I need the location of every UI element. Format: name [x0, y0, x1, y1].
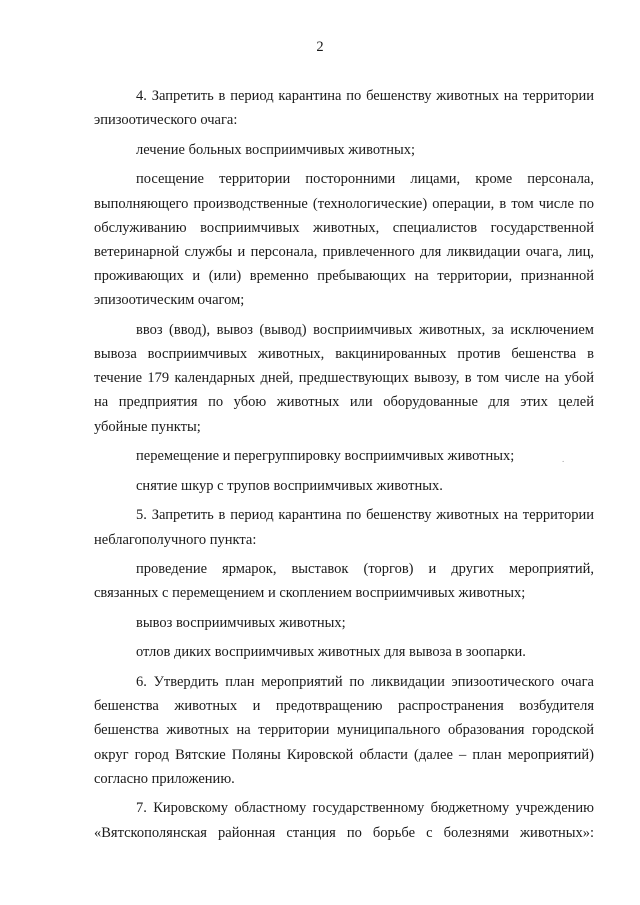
text-line: согласно приложению. [94, 770, 235, 787]
paragraph-4 [94, 84, 594, 132]
text-line: 5. Запретить в период карантина по бешенству животных на территории [136, 507, 594, 524]
text-line: убойные пункты; [94, 418, 201, 435]
text-line: 4. Запретить в период карантина по бешенству животных на территории [136, 88, 594, 104]
paragraph-6 [94, 670, 594, 791]
text-line: перемещение и перегруппировку восприимчивых животных; [136, 448, 515, 465]
text-line: лечение больных восприимчивых животных; [136, 141, 415, 158]
paragraph-5 [94, 503, 594, 551]
text-line: выполняющего производственные (технологические) операции, в том числе по [94, 195, 594, 212]
item-transport [94, 318, 594, 439]
item-regrouping [94, 444, 594, 468]
text-line: ввоз (ввод), вывоз (вывод) восприимчивых животных, за исключением [136, 321, 594, 338]
text-line: бешенства животных и предотвращению распространения возбудителя [94, 698, 594, 715]
text-line: обслуживанию восприимчивых животных, специалистов государственной [94, 219, 594, 236]
page-number: 2 [316, 39, 324, 55]
text-line: 6. Утвердить план мероприятий по ликвидации эпизоотического очага [136, 674, 594, 691]
text-line: округ город Вятские Поляны Кировской области (далее – план мероприятий) [94, 746, 594, 763]
item-wild-animals [94, 640, 594, 664]
text-line: связанных с перемещением и скоплением восприимчивых животных; [94, 585, 526, 602]
text-line: проживающих и (или) временно пребывающих на территории, признанной [94, 268, 594, 285]
text-line: ветеринарной службы и персонала, привлеченного для ликвидации очага, лиц, [94, 243, 594, 260]
item-treatment [94, 138, 594, 162]
paragraph-7 [94, 796, 594, 844]
item-fairs [94, 557, 594, 605]
text-line: вывоз восприимчивых животных; [136, 614, 346, 631]
text-line: посещение территории посторонними лицами, кроме персонала, [136, 171, 594, 188]
item-visits [94, 167, 594, 312]
item-skins [94, 474, 594, 498]
scan-speck: . [562, 454, 565, 464]
text-line: эпизоотического очага: [94, 112, 238, 129]
text-line: бешенства животных на территории муниципального образования городской [94, 722, 594, 739]
text-line: проведение ярмарок, выставок (торгов) и других мероприятий, [136, 561, 594, 578]
text-line: на предприятия по убою животных или оборудованные для этих целей [94, 394, 594, 411]
text-line: отлов диких восприимчивых животных для вывоза в зоопарки. [136, 644, 526, 661]
text-line: вывоза восприимчивых животных, вакцинированных против бешенства в [94, 346, 594, 363]
text-line: течение 179 календарных дней, предшествующих вывозу, в том числе на убой [94, 370, 594, 387]
item-export [94, 611, 594, 635]
text-line: снятие шкур с трупов восприимчивых животных. [136, 477, 443, 494]
text-line: «Вятскополянская районная станция по борьбе с болезнями животных»: [94, 824, 594, 841]
text-line: эпизоотическим очагом; [94, 292, 245, 309]
text-line: 7. Кировскому областному государственному бюджетному учреждению [136, 800, 594, 817]
text-line: неблагополучного пункта: [94, 531, 257, 548]
document-body [94, 84, 594, 845]
